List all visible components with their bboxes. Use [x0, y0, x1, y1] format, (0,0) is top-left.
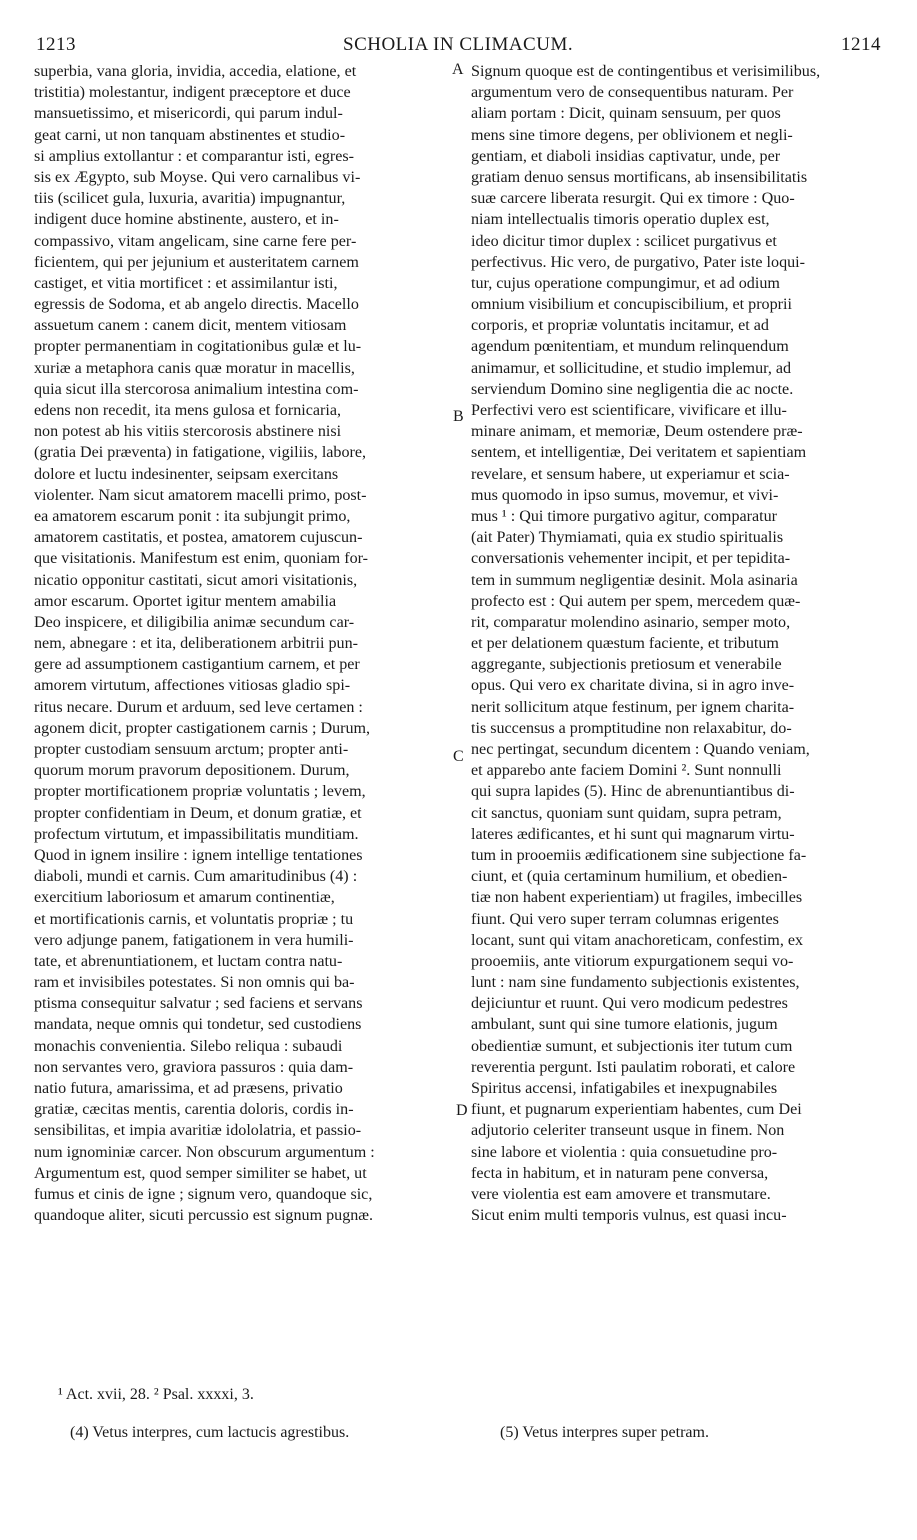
- scripture-references: ¹ Act. xvii, 28. ² Psal. xxxxi, 3.: [58, 1386, 254, 1403]
- text-line: mus quomodo in ipso sumus, movemur, et vivi-: [471, 486, 779, 504]
- text-line: edens non recedit, ita mens gulosa et fornicaria,: [34, 402, 342, 419]
- text-line: conversationis vehementer incipit, et per tepidita-: [471, 550, 791, 568]
- text-line: propter mortificationem propriæ voluntatis ; levem,: [34, 783, 366, 801]
- text-line: ptisma consequitur salvatur ; sed faciens et servans: [34, 995, 363, 1013]
- text-line: diaboli, mundi et carnis. Cum amaritudinibus (4) :: [34, 868, 358, 886]
- footnote-5: (5) Vetus interpres super petram.: [500, 1424, 709, 1441]
- text-line: tis succensus a promptitudine non relaxabitur, do-: [471, 719, 792, 737]
- text-line: gentiam, et diaboli insidias captivatur, unde, per: [471, 147, 781, 165]
- text-line: nicatio opponitur castitati, sicut amori visitationis,: [34, 571, 358, 589]
- text-line: amatorem castitatis, et postea, amatorem cujuscun-: [34, 529, 363, 547]
- margin-letter-b: B: [453, 408, 464, 425]
- text-line: opus. Qui vero ex charitate divina, si in agro inve-: [471, 677, 795, 695]
- text-line: fiunt, et pugnarum experientiam habentes, cum Dei: [471, 1101, 802, 1119]
- text-line: nem, abnegare : et ita, deliberationem arbitrii pun-: [34, 635, 358, 653]
- text-line: ficientem, qui per jejunium et austeritatem carnem: [34, 253, 359, 271]
- text-line: quandoque aliter, sicuti percussio est signum pugnæ.: [34, 1207, 374, 1225]
- text-line: Sicut enim multi temporis vulnus, est quasi incu-: [471, 1207, 787, 1225]
- running-title: SCHOLIA IN CLIMACUM.: [343, 34, 574, 55]
- text-line: vero adjunge panem, fatigationem in vera humili-: [34, 931, 354, 949]
- left-column: [34, 61, 454, 1226]
- text-line: profectum virtutum, et impassibilitatis munditiam.: [34, 825, 359, 843]
- text-line: nec pertingat, secundum dicentem : Quando veniam,: [471, 741, 810, 758]
- text-line: et per delationem quæstum faciente, et tributum: [471, 635, 779, 653]
- text-line: Argumentum est, quod semper similiter se habet, ut: [34, 1164, 367, 1182]
- text-line: nerit sollicitum atque festinum, per ignem charita-: [471, 698, 795, 716]
- text-line: natio futura, amarissima, et ad præsens, privatio: [34, 1080, 343, 1097]
- text-line: sis ex Ægypto, sub Moyse. Qui vero carnalibus vi-: [34, 168, 361, 186]
- text-line: ea amatorem escarum ponit : ita subjungit primo,: [34, 507, 351, 525]
- text-line: prooemiis, ante vitiorum expurgationem sequi vo-: [471, 952, 794, 970]
- text-line: argumentum vero de consequentibus naturam. Per: [471, 84, 794, 102]
- text-line: sine labore et violentia : quia consuetudine pro-: [471, 1143, 778, 1161]
- text-line: ram et invisibiles potestates. Si non omnis qui ba-: [34, 974, 355, 992]
- text-line: revelare, et sensum habere, ut experiamur et scia-: [471, 465, 790, 483]
- text-line: lateres ædificantes, et hi sunt qui magnarum virtu-: [471, 825, 795, 843]
- text-line: qui supra lapides (5). Hinc de abrenuntiantibus di-: [471, 783, 795, 801]
- text-line: Deo inspicere, et diligibilia animæ secundum car-: [34, 613, 355, 631]
- text-line: exercitium laboriosum et amarum continentiæ,: [34, 889, 335, 907]
- left-page-number: 1213: [36, 34, 76, 55]
- text-line: aggregante, subjectionis pretiosum et venerabile: [471, 656, 782, 674]
- text-line: gratiæ, cæcitas mentis, carentia doloris, cordis in-: [34, 1101, 354, 1119]
- text-line: que visitationis. Manifestum est enim, quoniam for-: [34, 550, 369, 568]
- text-line: dejiciuntur et ruunt. Qui vero modicum pedestres: [471, 995, 788, 1013]
- text-line: tem in summum negligentiæ desinit. Mola asinaria: [471, 571, 798, 589]
- text-line: obedientiæ sumunt, et subjectionis iter tutum cum: [471, 1037, 793, 1055]
- text-line: num ignominiæ carcer. Non obscurum argumentum :: [34, 1143, 375, 1161]
- text-line: tate, et abrenuntiationem, et luctam contra natu-: [34, 952, 343, 970]
- text-line: mus ¹ : Qui timore purgativo agitur, comparatur: [471, 507, 778, 525]
- text-line: fumus et cinis de igne ; signum vero, quandoque sic,: [34, 1185, 373, 1203]
- text-line: compassivo, vitam angelicam, sine carne fere per-: [34, 232, 357, 250]
- text-line: assuetum canem : canem dicit, mentem vitiosam: [34, 317, 347, 335]
- text-line: quorum morum pravorum depositionem. Durum,: [34, 762, 350, 780]
- text-line: geat carni, ut non tanquam abstinentes et studio-: [34, 126, 346, 144]
- text-line: profecto est : Qui autem per spem, mercedem quæ-: [471, 592, 801, 610]
- text-line: non servantes vero, graviora passuros : quia dam-: [34, 1058, 354, 1076]
- margin-letter-d: D: [456, 1102, 468, 1119]
- text-line: (ait Pater) Thymiamati, quia ex studio spiritualis: [471, 529, 784, 547]
- text-line: tur, cujus operatione compungimur, et ad odium: [471, 274, 780, 292]
- right-page-number: 1214: [841, 34, 881, 55]
- text-line: aliam portam : Dicit, quinam sensuum, per quos: [471, 105, 781, 123]
- text-line: xuriæ a metaphora canis quæ moratur in macellis,: [34, 359, 355, 377]
- text-line: et mortificationis carnis, et voluntatis propriæ ; tu: [34, 910, 354, 928]
- text-line: fiunt. Qui vero super terram columnas erigentes: [471, 910, 779, 928]
- text-line: mandata, neque omnis qui tondetur, sed custodiens: [34, 1016, 362, 1034]
- text-line: rit, comparatur molendino asinario, semper moto,: [471, 613, 791, 631]
- text-line: Signum quoque est de contingentibus et verisimilibus,: [471, 63, 821, 80]
- text-line: animamur, et sollicitudine, et studio implemur, ad: [471, 359, 792, 377]
- text-line: egressis de Sodoma, et ab angelo directis. Macello: [34, 296, 359, 314]
- text-line: tiæ non habent experientiam) ut fragiles, imbecilles: [471, 889, 803, 907]
- text-line: dolore et luctu indesinenter, seipsam exercitans: [34, 465, 339, 483]
- text-line: tristitia) molestantur, indigent præceptore et duce: [34, 84, 351, 102]
- text-line: gere ad assumptionem castigantium carnem, et per: [34, 656, 360, 674]
- text-line: adjutorio celeriter transeunt usque in finem. Non: [471, 1122, 785, 1140]
- right-column: [471, 61, 881, 1226]
- text-line: tum in prooemiis ædificationem sine subjectione fa-: [471, 846, 807, 864]
- text-line: niam intellectualis timoris operatio duplex est,: [471, 211, 770, 229]
- text-line: ritus necare. Durum et arduum, sed leve certamen :: [34, 698, 363, 716]
- text-line: propter custodiam sensuum arctum; propter anti-: [34, 741, 349, 758]
- text-line: amor escarum. Oportet igitur mentem amabilia: [34, 592, 337, 610]
- text-line: castiget, et vitia mortificet : et assimilantur isti,: [34, 274, 338, 292]
- text-line: cit sanctus, quoniam sunt quidam, supra petram,: [471, 804, 782, 822]
- text-line: Perfectivi vero est scientificare, vivificare et illu-: [471, 402, 787, 419]
- text-line: mens sine timore degens, per oblivionem et negli-: [471, 126, 793, 144]
- text-line: propter permanentiam in cogitationibus gulæ et lu-: [34, 338, 362, 356]
- text-line: superbia, vana gloria, invidia, accedia, elatione, et: [34, 63, 357, 80]
- text-line: lunt : nam sine fundamento subjectionis existentes,: [471, 974, 800, 992]
- text-line: violenter. Nam sicut amatorem macelli primo, post-: [34, 486, 367, 504]
- footnote-4: (4) Vetus interpres, cum lactucis agrestibus.: [70, 1424, 350, 1441]
- text-line: tiis (scilicet gula, luxuria, avaritia) impugnantur,: [34, 190, 346, 208]
- text-line: corporis, et propriæ voluntatis incitamur, et ad: [471, 317, 769, 335]
- text-line: indigent duce homine abstinente, austero, et in-: [34, 211, 339, 229]
- text-line: si amplius extollantur : et comparantur isti, egres-: [34, 147, 355, 165]
- text-line: locant, sunt qui vitam anachoreticam, confestim, ex: [471, 931, 804, 949]
- text-line: agonem dicit, propter castigationem carnis ; Durum,: [34, 719, 371, 737]
- text-line: perfectivus. Hic vero, de purgativo, Pater iste loqui-: [471, 253, 806, 271]
- text-line: non potest ab his vitiis stercorosis abstinere nisi: [34, 423, 342, 441]
- text-line: omnium visibilium et concupiscibilium, et proprii: [471, 296, 792, 314]
- text-line: monachis convenientia. Silebo reliqua : subaudi: [34, 1037, 343, 1055]
- text-line: agendum pœnitentiam, et mundum relinquendum: [471, 338, 789, 356]
- text-line: et apparebo ante faciem Domini ². Sunt nonnulli: [471, 762, 782, 780]
- margin-letter-c: C: [453, 748, 464, 765]
- text-line: reverentia pergunt. Isti paulatim roborati, et calore: [471, 1058, 796, 1076]
- text-line: mansuetissimo, et misericordi, qui parum indul-: [34, 105, 343, 123]
- text-line: (gratia Dei præventa) in fatigatione, vigiliis, labore,: [34, 444, 367, 462]
- text-line: sensibilitas, et impia avaritiæ idololatria, et passio-: [34, 1122, 362, 1140]
- text-line: Spiritus accensi, infatigabiles et inexpugnabiles: [471, 1080, 778, 1097]
- text-line: ciunt, et (quia certaminum humilium, et obedien-: [471, 868, 788, 886]
- text-line: minare animam, et memoriæ, Deum ostendere præ-: [471, 423, 803, 441]
- text-line: Quod in ignem insilire : ignem intellige tentationes: [34, 846, 363, 864]
- text-line: quia sicut illa stercorosa animalium intestina com-: [34, 380, 359, 398]
- text-line: suæ carcere liberata resurgit. Qui ex timore : Quo-: [471, 190, 795, 208]
- margin-letter-a: A: [452, 61, 464, 78]
- text-line: serviendum Domino sine negligentia die ac nocte.: [471, 380, 794, 398]
- text-line: gratiam denuo sensus mortificans, ab insensibilitatis: [471, 168, 808, 186]
- text-line: ideo dicitur timor duplex : scilicet purgativus et: [471, 232, 777, 250]
- text-line: amorem virtutum, affectiones vitiosas gladio spi-: [34, 677, 351, 695]
- page-header: [36, 34, 881, 64]
- text-line: propter confidentiam in Deum, et donum gratiæ, et: [34, 804, 362, 822]
- text-line: fecta in habitum, et in naturam pene conversa,: [471, 1164, 769, 1182]
- text-line: vere violentia est eam amovere et transmutare.: [471, 1185, 771, 1203]
- text-line: ambulant, sunt qui sine tumore elationis, jugum: [471, 1016, 778, 1034]
- text-line: sentem, et intelligentiæ, Dei veritatem et sapientiam: [471, 444, 807, 462]
